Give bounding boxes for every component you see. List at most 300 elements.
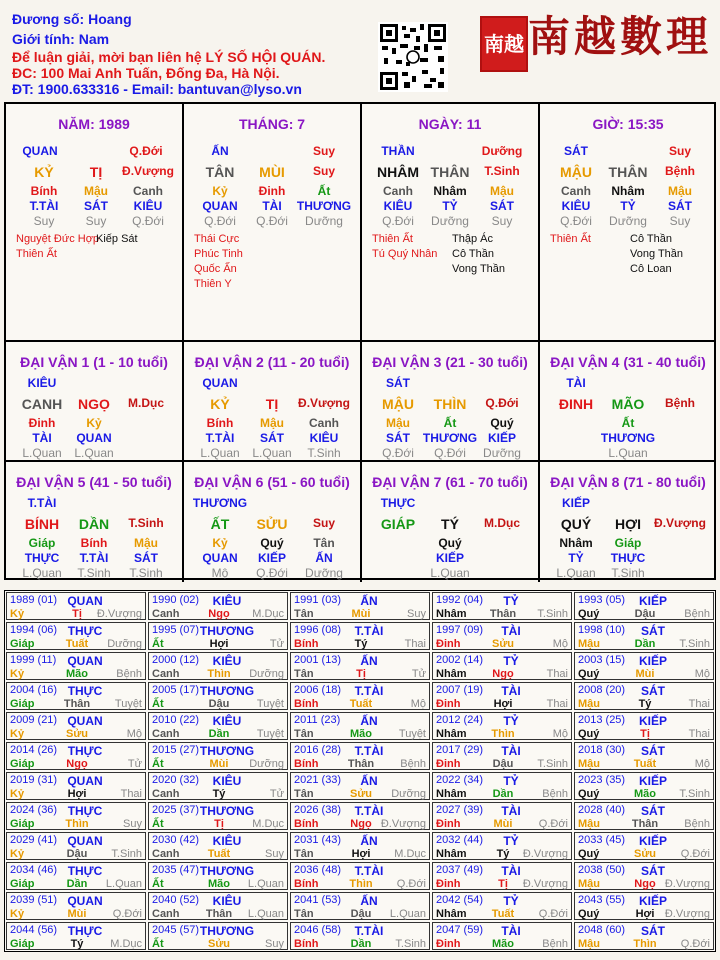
- pillar-cell-text: Kỷ: [212, 184, 228, 198]
- year-phase: Tuyệt: [398, 728, 426, 740]
- year-label: 1999 (11): [10, 654, 57, 666]
- year-star: QUAN: [67, 654, 103, 668]
- pillar-cell-text: TỶ: [442, 199, 458, 213]
- year-stem: Tân: [294, 908, 314, 920]
- year-star: ẤN: [360, 834, 378, 848]
- year-stem: Tân: [294, 728, 314, 740]
- year-star: ẤN: [360, 894, 378, 908]
- year-stem: Quý: [578, 668, 600, 680]
- pillar-cell-text: KIÊU: [383, 199, 413, 213]
- dai-van-cell-text: Bệnh: [665, 396, 695, 410]
- year-star: SÁT: [641, 864, 665, 878]
- dai-van-cell-text: M.Dục: [128, 396, 164, 410]
- year-label: 2028 (40): [578, 804, 626, 816]
- year-star: TÀI: [501, 624, 521, 638]
- year-star: ẤN: [360, 714, 378, 728]
- year-label: 2016 (28): [294, 744, 342, 756]
- year-cell: [574, 922, 714, 950]
- year-label: 2009 (21): [10, 714, 58, 726]
- year-cell: [6, 922, 146, 950]
- pillar-cell: [362, 104, 540, 342]
- pillar-cell-text: Suy: [312, 144, 336, 158]
- year-branch: Sửu: [349, 788, 373, 800]
- year-star: TÀI: [501, 684, 521, 698]
- year-branch: Thân: [347, 758, 375, 770]
- year-label: 2030 (42): [152, 834, 200, 846]
- dai-van-cell-text: L.Quan: [608, 446, 648, 460]
- dai-van-cell-text: TỊ: [265, 396, 279, 412]
- year-stem: Canh: [152, 848, 180, 860]
- year-cell: [290, 892, 430, 920]
- year-star: T.TÀI: [354, 684, 384, 698]
- year-star: TỶ: [503, 594, 519, 608]
- header-line-contact: Để luận giải, mời bạn liên hệ LÝ SỐ HỘI QUÁN.: [12, 49, 326, 65]
- dai-van-cell-text: Dưỡng: [483, 446, 521, 460]
- year-branch: Dậu: [66, 848, 88, 860]
- year-phase: M.Dục: [394, 848, 426, 860]
- brand-logo: 南越數理: [528, 12, 713, 61]
- year-stem: Quý: [578, 788, 600, 800]
- year-stem: Tân: [294, 788, 314, 800]
- year-branch: Thìn: [65, 818, 89, 830]
- year-branch: Tị: [356, 668, 366, 680]
- year-stem: Ất: [152, 698, 164, 710]
- year-label: 2004 (16): [10, 684, 58, 696]
- year-cell: [290, 772, 430, 800]
- dai-van-cell-text: THƯƠNG: [600, 431, 656, 445]
- year-star: KIẾP: [638, 594, 668, 608]
- pillar-extra-star: Thiên Ất: [16, 248, 57, 260]
- year-star: THƯƠNG: [199, 624, 255, 638]
- year-star: SÁT: [641, 624, 665, 638]
- pillar-cell: [540, 104, 716, 342]
- year-cell: [148, 682, 288, 710]
- year-star: QUAN: [67, 834, 103, 848]
- year-cell: [574, 622, 714, 650]
- pillar-cell: [184, 104, 362, 342]
- year-cell: [148, 652, 288, 680]
- year-label: 2008 (20): [578, 684, 626, 696]
- year-star: QUAN: [67, 894, 103, 908]
- year-branch: Thìn: [207, 668, 231, 680]
- year-branch: Mùi: [635, 668, 655, 680]
- dai-van-cell-text: SÁT: [386, 431, 410, 445]
- year-label: 2035 (47): [152, 864, 200, 876]
- dai-van-cell-text: Bính: [206, 416, 234, 430]
- year-star: ẤN: [360, 774, 378, 788]
- year-cell: [290, 862, 430, 890]
- year-stem: Nhâm: [436, 848, 467, 860]
- year-cell: [432, 682, 572, 710]
- dai-van-title: ĐẠI VẬN 1 (1 - 10 tuổi): [20, 354, 168, 370]
- dai-van-cell-text: Q.Đới: [382, 446, 414, 460]
- year-phase: Tử: [269, 638, 284, 650]
- year-branch: Sửu: [65, 728, 89, 740]
- year-branch: Thân: [63, 698, 91, 710]
- year-cell: [6, 682, 146, 710]
- year-branch: Tý: [354, 638, 368, 650]
- year-phase: Suy: [265, 848, 284, 860]
- year-cell: [6, 742, 146, 770]
- year-star: THỰC: [67, 624, 103, 638]
- year-phase: Thai: [546, 668, 568, 680]
- dai-van-cell-text: Mậu: [386, 416, 410, 430]
- year-branch: Tý: [638, 698, 652, 710]
- dai-van-cell: [540, 342, 716, 462]
- dai-van-title: ĐẠI VẬN 4 (31 - 40 tuổi): [550, 354, 706, 370]
- year-star: TÀI: [501, 864, 521, 878]
- year-star: THỰC: [67, 804, 103, 818]
- year-cell: [574, 682, 714, 710]
- pillar-extra-star: Thập Ác: [452, 233, 493, 245]
- year-table: [4, 590, 716, 952]
- year-phase: Đ.Vượng: [96, 608, 142, 620]
- pillar-cell-text: Mậu: [84, 184, 108, 198]
- year-branch: Mão: [492, 938, 514, 950]
- year-stem: Quý: [578, 908, 600, 920]
- year-branch: Ngọ: [208, 608, 230, 620]
- pillar-cell-text: Nhâm: [611, 184, 645, 198]
- dai-van-cell-text: Đ.Vượng: [654, 516, 706, 530]
- year-branch: Thân: [489, 608, 517, 620]
- year-stem: Canh: [152, 728, 180, 740]
- year-phase: T.Sinh: [395, 938, 426, 950]
- dai-van-cell: [540, 462, 716, 582]
- year-cell: [574, 892, 714, 920]
- dai-van-cell-text: THỰC: [380, 496, 416, 510]
- pillar-cell: [6, 104, 184, 342]
- year-label: 2014 (26): [10, 744, 58, 756]
- year-phase: Thai: [546, 698, 568, 710]
- dai-van-cell-text: T.TÀI: [27, 496, 57, 510]
- year-star: KIẾP: [638, 774, 668, 788]
- dai-van-cell-text: Ất: [443, 416, 457, 430]
- pillar-extra-star: Nguyệt Đức Hợp: [16, 233, 100, 245]
- year-branch: Mão: [66, 668, 88, 680]
- year-branch: Ngọ: [66, 758, 88, 770]
- pillar-title: NĂM: 1989: [58, 116, 130, 132]
- year-star: KIÊU: [212, 834, 242, 848]
- year-cell: [6, 802, 146, 830]
- pillar-cell-text: T.TÀI: [29, 199, 59, 213]
- year-phase: Đ.Vượng: [380, 818, 426, 830]
- dai-van-cell-text: Q.Đới: [256, 566, 288, 580]
- year-star: TÀI: [501, 924, 521, 938]
- year-star: T.TÀI: [354, 744, 384, 758]
- year-phase: L.Quan: [247, 908, 284, 920]
- year-stem: Đinh: [436, 758, 461, 770]
- year-phase: T.Sinh: [679, 638, 710, 650]
- year-label: 1994 (06): [10, 624, 58, 636]
- dai-van-cell-text: THỰC: [610, 551, 646, 565]
- pillar-cell-text: Q.Đới: [129, 144, 163, 158]
- pillar-cell-text: Suy: [312, 164, 336, 178]
- pillar-cell-text: KIÊU: [133, 199, 163, 213]
- pillar-cell-text: Dưỡng: [305, 214, 343, 228]
- pillar-cell-text: Bính: [30, 184, 58, 198]
- year-stem: Bính: [294, 758, 319, 770]
- pillar-cell-text: Suy: [85, 214, 107, 228]
- year-label: 2032 (44): [436, 834, 484, 846]
- year-star: T.TÀI: [354, 624, 384, 638]
- year-phase: Đ.Vượng: [522, 878, 568, 890]
- dai-van-cell-text: MÃO: [611, 396, 645, 412]
- year-branch: Ngọ: [350, 818, 372, 830]
- year-phase: Thai: [120, 788, 142, 800]
- dai-van-cell-text: L.Quan: [74, 446, 114, 460]
- dai-van-cell-text: T.TÀI: [205, 431, 235, 445]
- year-cell: [148, 772, 288, 800]
- year-phase: Bệnh: [542, 788, 568, 800]
- year-stem: Bính: [294, 698, 319, 710]
- dai-van-title: ĐẠI VẬN 2 (11 - 20 tuổi): [194, 354, 350, 370]
- year-phase: Tuyệt: [256, 728, 284, 740]
- year-phase: Bệnh: [116, 668, 142, 680]
- year-phase: Suy: [407, 608, 426, 620]
- year-label: 2026 (38): [294, 804, 342, 816]
- year-phase: Q.Đới: [396, 878, 426, 890]
- year-stem: Kỷ: [10, 608, 25, 620]
- year-stem: Giáp: [10, 818, 35, 830]
- year-stem: Nhâm: [436, 908, 467, 920]
- year-cell: [432, 772, 572, 800]
- year-branch: Dần: [634, 638, 656, 650]
- pillar-cell-text: Suy: [33, 214, 55, 228]
- year-branch: Thìn: [491, 728, 515, 740]
- year-label: 2038 (50): [578, 864, 626, 876]
- year-phase: Bệnh: [684, 608, 710, 620]
- year-stem: Đinh: [436, 818, 461, 830]
- dai-van-cell-text: TỶ: [568, 551, 584, 565]
- year-stem: Tân: [294, 668, 314, 680]
- dai-van-cell-text: Suy: [312, 516, 336, 530]
- dai-van-cell-text: T.Sinh: [128, 516, 164, 530]
- dai-van-cell-text: L.Quan: [22, 446, 62, 460]
- year-branch: Tị: [498, 878, 508, 890]
- dai-van-cell-text: QUAN: [76, 431, 112, 445]
- year-branch: Dần: [350, 938, 372, 950]
- year-cell: [148, 862, 288, 890]
- year-star: THƯƠNG: [199, 804, 255, 818]
- pillar-cell-text: Ất: [317, 184, 331, 198]
- year-branch: Mùi: [493, 818, 513, 830]
- year-label: 1991 (03): [294, 594, 342, 606]
- year-label: 2015 (27): [152, 744, 200, 756]
- year-stem: Nhâm: [436, 788, 467, 800]
- year-stem: Giáp: [10, 758, 35, 770]
- pillar-extra-star: Thiên Ất: [372, 233, 413, 245]
- year-cell: [574, 742, 714, 770]
- year-label: 2040 (52): [152, 894, 200, 906]
- year-branch: Hợi: [493, 698, 513, 710]
- year-phase: Tuyệt: [114, 698, 142, 710]
- year-star: KIẾP: [638, 714, 668, 728]
- year-cell: [148, 802, 288, 830]
- year-stem: Giáp: [10, 638, 35, 650]
- year-phase: Tuyệt: [256, 698, 284, 710]
- pillar-cell-text: Mậu: [668, 184, 692, 198]
- year-phase: Tử: [127, 758, 142, 770]
- pillar-cell-text: Q.Đới: [382, 214, 414, 228]
- year-branch: Tý: [496, 848, 510, 860]
- pillar-extra-star: Cô Loan: [630, 263, 672, 275]
- dai-van-cell-text: ẤN: [315, 551, 333, 565]
- dai-van-cell-text: QUAN: [202, 551, 238, 565]
- pillar-cell-text: SÁT: [564, 144, 588, 158]
- pillar-cell-text: Q.Đới: [132, 214, 164, 228]
- year-phase: T.Sinh: [679, 788, 710, 800]
- dai-van-cell-text: THƯƠNG: [422, 431, 478, 445]
- pillar-cell-text: Dưỡng: [431, 214, 469, 228]
- year-branch: Tị: [72, 608, 82, 620]
- dai-van-cell-text: ẤT: [210, 516, 230, 532]
- year-star: TỶ: [503, 834, 519, 848]
- dai-van-title: ĐẠI VẬN 5 (41 - 50 tuổi): [16, 474, 172, 490]
- year-label: 2047 (59): [436, 924, 484, 936]
- year-stem: Canh: [152, 788, 180, 800]
- year-label: 2002 (14): [436, 654, 484, 666]
- year-branch: Dậu: [634, 608, 656, 620]
- dai-van-cell: [362, 342, 540, 462]
- year-label: 2037 (49): [436, 864, 484, 876]
- dai-van-cell-text: TÝ: [441, 516, 459, 532]
- year-cell: [6, 832, 146, 860]
- year-branch: Ngọ: [634, 878, 656, 890]
- year-branch: Mão: [350, 728, 372, 740]
- pillar-cell-text: SÁT: [84, 199, 108, 213]
- seal-text: 南越: [484, 32, 524, 56]
- year-stem: Bính: [294, 938, 319, 950]
- year-cell: [432, 622, 572, 650]
- pillar-cell-text: MÙI: [259, 164, 285, 180]
- year-cell: [290, 592, 430, 620]
- year-star: KIÊU: [212, 714, 242, 728]
- year-stem: Đinh: [436, 698, 461, 710]
- pillar-cell-text: SÁT: [668, 199, 692, 213]
- pillar-cell-text: MẬU: [560, 164, 592, 180]
- year-phase: Thai: [688, 698, 710, 710]
- pillar-extra-star: Thái Cực: [194, 233, 240, 245]
- year-star: THƯƠNG: [199, 864, 255, 878]
- year-branch: Sửu: [207, 938, 231, 950]
- year-cell: [6, 652, 146, 680]
- dai-van-cell-text: TÀI: [566, 376, 586, 390]
- dai-van-cell-text: KIẾP: [561, 496, 591, 510]
- year-branch: Hợi: [351, 848, 371, 860]
- year-phase: Tử: [269, 788, 284, 800]
- year-cell: [574, 802, 714, 830]
- dai-van-cell-text: Tân: [313, 536, 335, 550]
- dai-van-cell-text: SÁT: [386, 376, 410, 390]
- year-stem: Ất: [152, 818, 164, 830]
- year-phase: L.Quan: [389, 908, 426, 920]
- year-star: THƯƠNG: [199, 924, 255, 938]
- year-branch: Hợi: [67, 788, 87, 800]
- header-line-gender: Giới tính: Nam: [12, 31, 110, 47]
- year-branch: Sửu: [491, 638, 515, 650]
- pillar-cell-text: KIÊU: [561, 199, 591, 213]
- year-label: 2048 (60): [578, 924, 626, 936]
- dai-van-cell: [184, 462, 362, 582]
- year-cell: [290, 652, 430, 680]
- year-cell: [432, 742, 572, 770]
- pillar-cell-text: QUAN: [202, 199, 238, 213]
- year-cell: [574, 772, 714, 800]
- year-branch: Tuất: [207, 848, 231, 860]
- year-label: 1997 (09): [436, 624, 484, 636]
- dai-van-cell-text: Quý: [490, 416, 514, 430]
- year-phase: Bệnh: [542, 938, 568, 950]
- year-star: ẤN: [360, 594, 378, 608]
- year-label: 2033 (45): [578, 834, 626, 846]
- dai-van-cell-text: THỰC: [24, 551, 60, 565]
- year-stem: Ất: [152, 938, 164, 950]
- year-stem: Ất: [152, 638, 164, 650]
- year-star: SÁT: [641, 684, 665, 698]
- year-label: 2012 (24): [436, 714, 484, 726]
- dai-van-cell-text: THƯƠNG: [192, 496, 248, 510]
- dai-van-cell-text: SÁT: [260, 431, 284, 445]
- year-stem: Mậu: [578, 638, 600, 650]
- year-label: 2031 (43): [294, 834, 342, 846]
- year-star: THỰC: [67, 864, 103, 878]
- year-phase: M.Dục: [110, 938, 142, 950]
- year-branch: Thìn: [349, 878, 373, 890]
- year-label: 2003 (15): [578, 654, 626, 666]
- year-star: T.TÀI: [354, 864, 384, 878]
- pillar-extra-star: Cô Thần: [452, 248, 494, 260]
- year-label: 2043 (55): [578, 894, 626, 906]
- year-star: KIẾP: [638, 894, 668, 908]
- year-branch: Dậu: [492, 758, 514, 770]
- pillar-cell-text: Đ.Vượng: [122, 164, 174, 178]
- header-line-name: Đương số: Hoang: [12, 11, 132, 27]
- pillar-cell-text: NHÂM: [377, 164, 419, 180]
- year-stem: Giáp: [10, 938, 35, 950]
- year-label: 2001 (13): [294, 654, 342, 666]
- dai-van-cell-text: QUÝ: [560, 516, 592, 532]
- year-stem: Quý: [578, 608, 600, 620]
- year-star: KIÊU: [212, 654, 242, 668]
- year-branch: Thân: [205, 908, 233, 920]
- year-stem: Kỷ: [10, 788, 25, 800]
- header-line-address: ĐC: 100 Mai Anh Tuấn, Đống Đa, Hà Nội.: [12, 65, 280, 81]
- year-phase: Dưỡng: [391, 788, 426, 800]
- dai-van-cell-text: Quý: [438, 536, 462, 550]
- year-stem: Ất: [152, 878, 164, 890]
- year-phase: Mộ: [552, 728, 568, 740]
- year-branch: Tị: [214, 818, 224, 830]
- year-branch: Tuất: [349, 698, 373, 710]
- pillar-cell-text: SÁT: [490, 199, 514, 213]
- year-star: TÀI: [501, 804, 521, 818]
- year-star: KIÊU: [212, 894, 242, 908]
- year-star: THƯƠNG: [199, 684, 255, 698]
- year-label: 2019 (31): [10, 774, 58, 786]
- year-phase: L.Quan: [105, 878, 142, 890]
- year-label: 2044 (56): [10, 924, 58, 936]
- year-stem: Canh: [152, 908, 180, 920]
- year-phase: Q.Đới: [538, 908, 568, 920]
- year-branch: Tuất: [491, 908, 515, 920]
- dai-van-cell-text: ĐINH: [558, 396, 594, 412]
- year-phase: Mộ: [410, 698, 426, 710]
- year-label: 2013 (25): [578, 714, 626, 726]
- year-phase: Bệnh: [684, 818, 710, 830]
- dai-van-cell-text: BÍNH: [24, 516, 60, 532]
- dai-van-cell-text: M.Dục: [484, 516, 520, 530]
- dai-van-cell-text: Mậu: [260, 416, 284, 430]
